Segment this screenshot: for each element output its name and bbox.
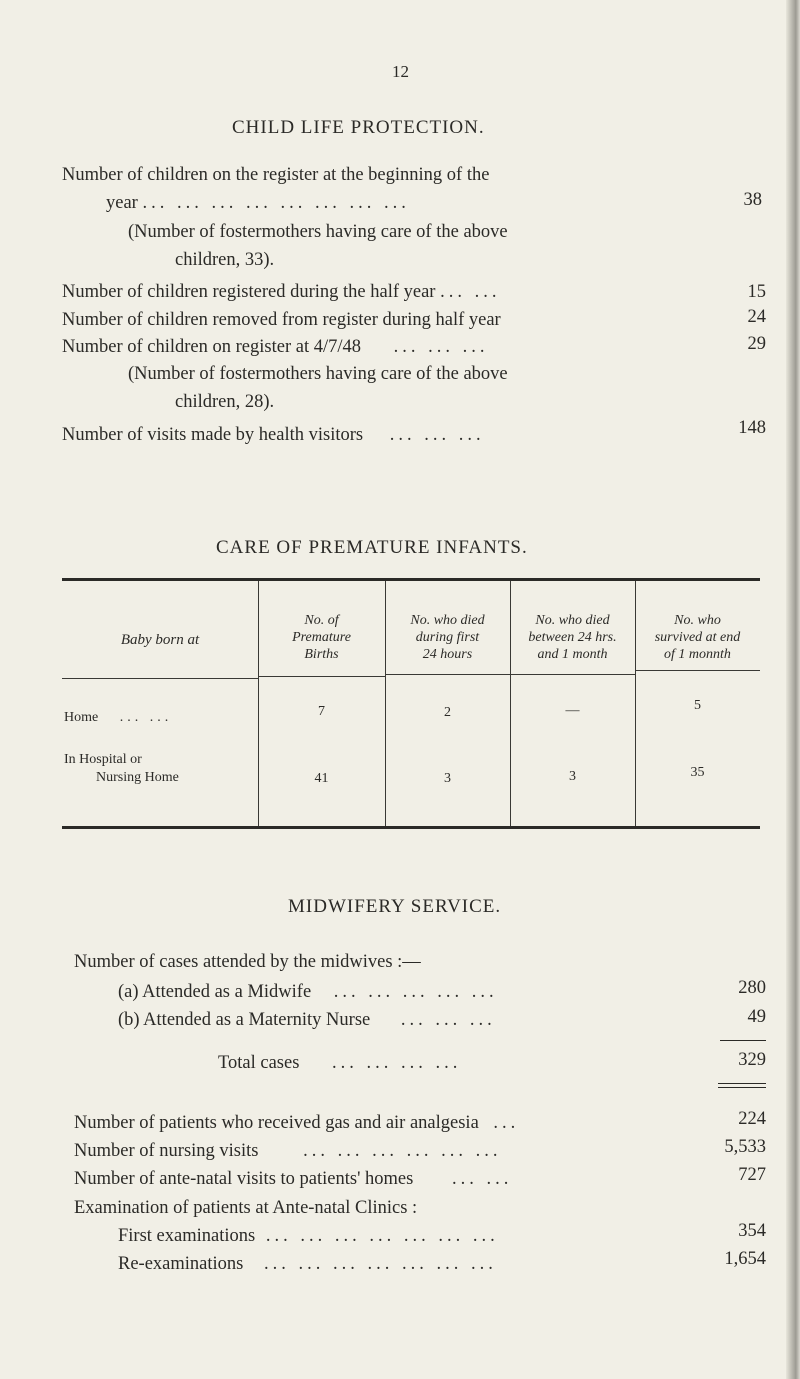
header-died-1month: No. who died between 24 hrs. and 1 month [528,613,617,662]
row-label-home: Home ... ... [64,710,173,725]
hospital-premature-births: 41 [314,771,329,786]
re-exam-value: 1,654 [724,1249,766,1269]
table-top-rule [62,578,760,581]
register-start-value: 38 [743,190,762,210]
header-rule [258,676,385,677]
health-visitor-visits-value: 148 [738,418,766,438]
fostermothers-note-1: (Number of fostermothers having care of the above [128,222,508,242]
register-4-7-48-label: Number of children on register at 4/7/48 ... ... ... [62,337,489,357]
register-4-7-48-value: 29 [747,334,766,354]
gas-air-label: Number of patients who received gas and air analgesia ... [74,1113,520,1133]
premature-title: CARE OF PREMATURE INFANTS. [216,537,528,558]
first-exam-label: First examinations ... ... ... ... ... ... ... [118,1226,499,1246]
gas-air-value: 224 [738,1109,766,1129]
total-double-rule [718,1087,766,1088]
page-edge-shadow [786,0,800,1379]
hospital-died-24hrs: 3 [444,771,451,786]
attended-midwife-label: (a) Attended as a Midwife ... ... ... ... ... [118,982,498,1002]
header-died-24hrs: No. who died during first 24 hours [410,613,485,662]
header-premature-births: No. of Premature Births [292,613,351,662]
total-cases-label: Total cases ... ... ... ... [218,1053,462,1073]
child-life-title: CHILD LIFE PROTECTION. [232,117,485,138]
table-bottom-rule [62,826,760,829]
fostermothers-note-2-cont: children, 28). [175,392,275,412]
midwives-intro: Number of cases attended by the midwives :— [74,952,421,972]
row-label-hospital: In Hospital or Nursing Home [64,752,179,785]
attended-maternity-nurse-label: (b) Attended as a Maternity Nurse ... ... ... [118,1010,496,1030]
attended-maternity-nurse-value: 49 [747,1007,766,1027]
hospital-died-1month: 3 [569,769,576,784]
home-premature-births: 7 [318,704,325,719]
subtotal-rule [720,1040,766,1041]
header-survived: No. who survived at end of 1 monnth [654,613,741,662]
register-start-label: Number of children on the register at the beginning of the [62,165,490,185]
home-died-1month: — [565,703,580,718]
nursing-visits-value: 5,533 [724,1137,766,1157]
fostermothers-note-1-cont: children, 33). [175,250,275,270]
midwifery-title: MIDWIFERY SERVICE. [288,896,502,917]
antenatal-exam-heading: Examination of patients at Ante-natal Clinics : [74,1198,418,1218]
total-cases-value: 329 [738,1050,766,1070]
antenatal-home-visits-label: Number of ante-natal visits to patients' homes ... ... [74,1169,513,1189]
first-exam-value: 354 [738,1221,766,1241]
header-rule [62,678,258,679]
attended-midwife-value: 280 [738,978,766,998]
re-exam-label: Re-examinations ... ... ... ... ... ... ... [118,1254,497,1274]
fostermothers-note-2: (Number of fostermothers having care of the above [128,364,508,384]
removed-half-year-value: 24 [747,307,766,327]
header-rule [635,670,760,671]
home-survived: 5 [694,698,701,713]
header-rule [385,674,635,675]
registered-half-year-value: 15 [747,282,766,302]
nursing-visits-label: Number of nursing visits ... ... ... ... ... ... [74,1141,502,1161]
header-baby-born-at: Baby born at [120,632,200,648]
hospital-survived: 35 [690,765,705,780]
home-died-24hrs: 2 [444,705,451,720]
registered-half-year-label: Number of children registered during the half year ... ... [62,282,501,302]
antenatal-home-visits-value: 727 [738,1165,766,1185]
register-start-label-cont: year ... ... ... ... ... ... ... ... [106,193,410,213]
page-number: 12 [392,62,409,81]
total-double-rule [718,1083,766,1084]
removed-half-year-label: Number of children removed from register during half year [62,310,501,330]
health-visitor-visits-label: Number of visits made by health visitors ... ... ... [62,425,485,445]
